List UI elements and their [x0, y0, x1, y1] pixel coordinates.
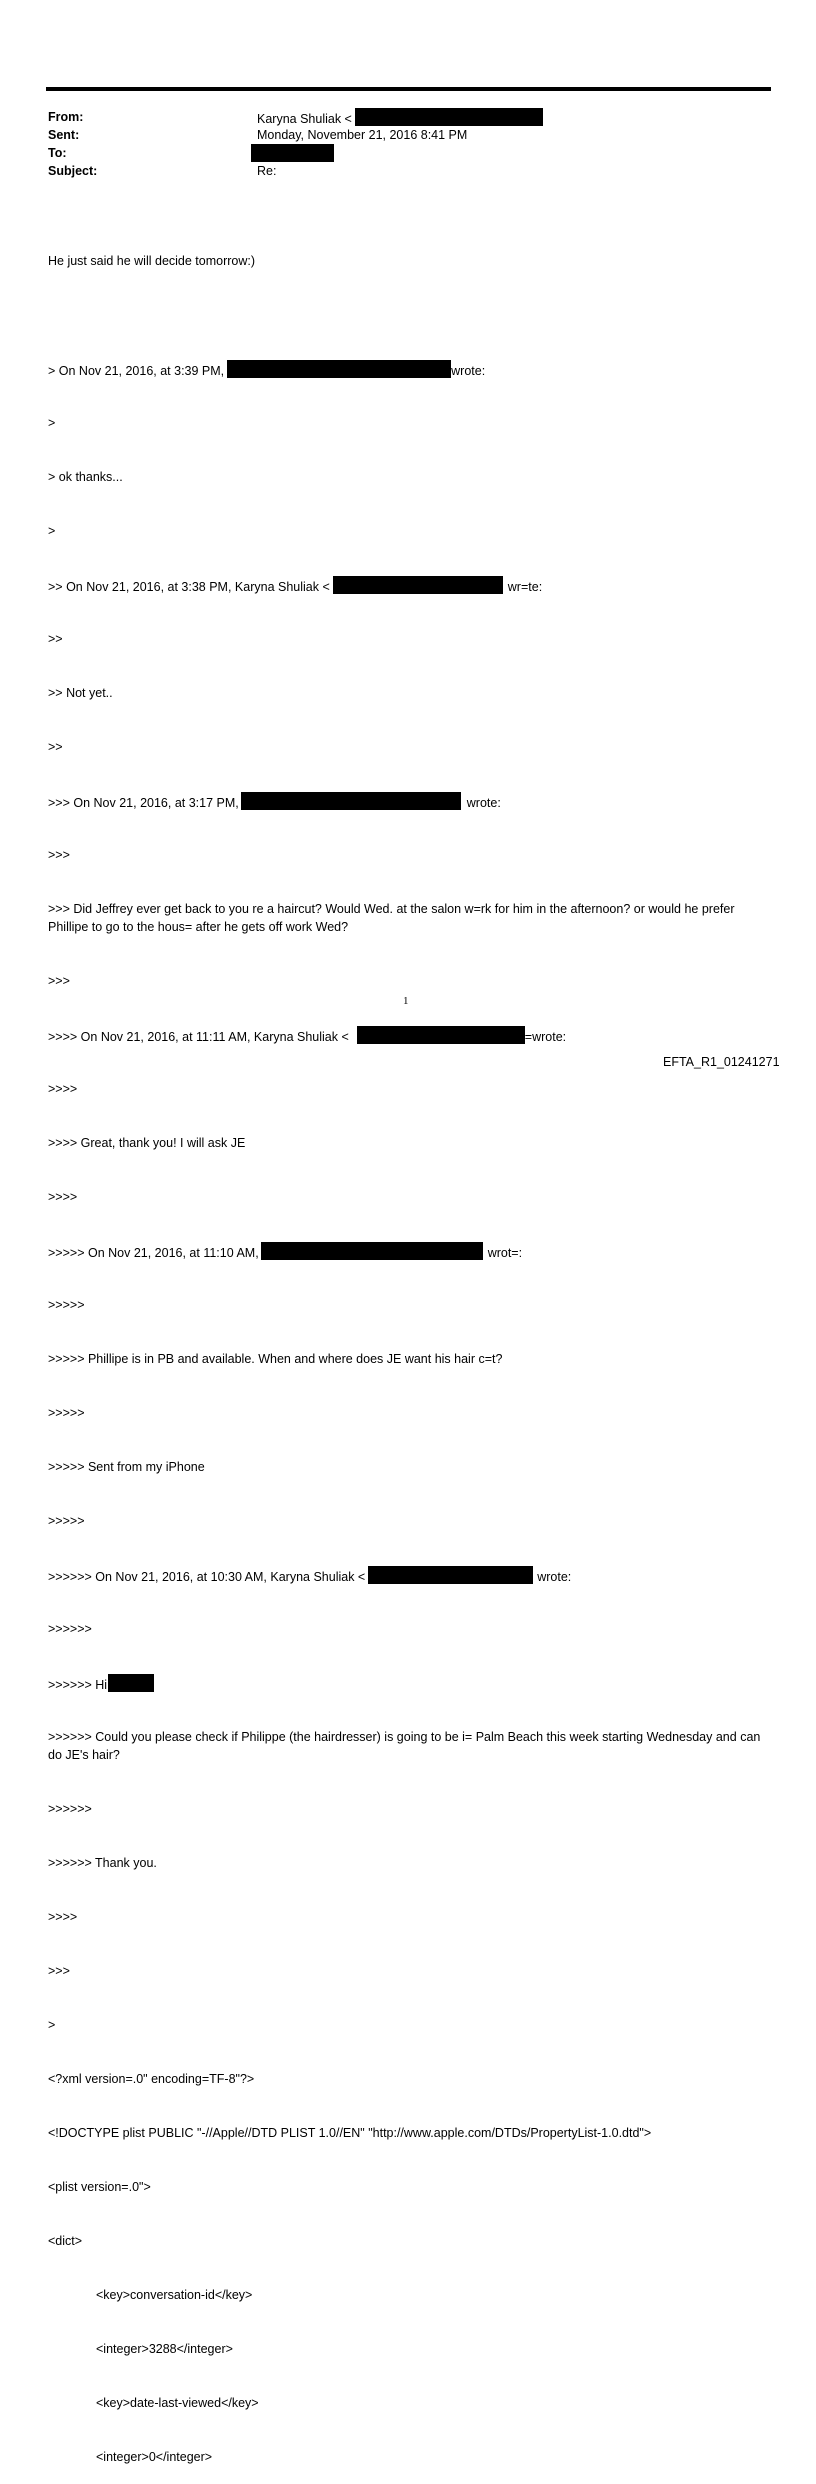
xml-line: <plist version=.0">: [48, 2180, 151, 2194]
from-value: [257, 108, 543, 128]
from-label: From:: [48, 110, 84, 124]
quote-header: [48, 576, 768, 594]
body-line: >>>>> Phillipe is in PB and available. When and where does JE want his hair c=t?: [48, 1352, 503, 1366]
redaction-box: [357, 1026, 525, 1044]
body-line: >> Not yet..: [48, 686, 113, 700]
quote-header-wrote: wrote:: [451, 364, 486, 378]
body-line: >>>>> Sent from my iPhone: [48, 1460, 205, 1474]
xml-line: <integer>0</integer>: [96, 2450, 213, 2464]
body-line: >>: [48, 632, 63, 646]
body-line: > ok thanks...: [48, 470, 123, 484]
redaction-box: [355, 108, 543, 126]
header-rule: [46, 87, 771, 91]
sent-value: Monday, November 21, 2016 8:41 PM: [257, 128, 468, 142]
to-redaction-box: [251, 144, 334, 162]
body-line: >>>>>>: [48, 1622, 92, 1636]
quote-header: [48, 1026, 768, 1044]
xml-line: <!DOCTYPE plist PUBLIC "-//Apple//DTD PLIST 1.0//EN" "http://www.apple.com/DTDs/PropertyList-1.0.dtd">: [48, 2126, 652, 2140]
body-line: >>>>>: [48, 1514, 85, 1528]
quote-header-text: > On Nov 21, 2016, at 3:39 PM,: [48, 364, 225, 378]
from-name: Karyna Shuliak <: [257, 112, 352, 126]
quote-header-text: >>> On Nov 21, 2016, at 3:17 PM,: [48, 796, 239, 810]
body-paragraph: >>>>>> Could you please check if Philippe (the hairdresser) is going to be i= Palm Beach this week starting Wednesday and can do JE's hair?: [48, 1730, 761, 1762]
quote-header: [48, 360, 768, 378]
xml-line: <?xml version=.0" encoding=TF-8"?>: [48, 2072, 255, 2086]
xml-line: <integer>3288</integer>: [96, 2342, 233, 2356]
quote-header-wrote: wrot=:: [487, 1246, 523, 1260]
body-line: >>>>: [48, 1910, 78, 1924]
body-line: >>>: [48, 848, 70, 862]
body-line: >>>>>>: [48, 1802, 92, 1816]
body-line: >>>: [48, 974, 70, 988]
body-line: He just said he will decide tomorrow:): [48, 254, 256, 268]
body-line: >>>: [48, 1964, 70, 1978]
page-number: 1: [403, 995, 409, 1007]
greeting-line: [48, 1674, 768, 1692]
redaction-box: [261, 1242, 483, 1260]
body-line: >>>>: [48, 1082, 78, 1096]
xml-line: <key>date-last-viewed</key>: [96, 2396, 259, 2410]
body-line: >>>>>: [48, 1406, 85, 1420]
quote-header-text: >> On Nov 21, 2016, at 3:38 PM, Karyna Shuliak <: [48, 580, 330, 594]
redaction-box: [227, 360, 451, 378]
quote-header: [48, 1566, 768, 1584]
quote-header-text: >>>>> On Nov 21, 2016, at 11:10 AM,: [48, 1246, 259, 1260]
quote-header-wrote: wrote:: [537, 1570, 572, 1584]
redaction-box: [108, 1674, 154, 1692]
body-line: >>>>>> Thank you.: [48, 1856, 157, 1870]
body-line: >: [48, 524, 56, 538]
redaction-box: [368, 1566, 533, 1584]
body-line: >: [48, 2018, 56, 2032]
body-line: >>>>>: [48, 1298, 85, 1312]
sent-label: Sent:: [48, 128, 80, 142]
xml-line: <key>conversation-id</key>: [96, 2288, 253, 2302]
body-paragraph: >>> Did Jeffrey ever get back to you re a haircut? Would Wed. at the salon w=rk for him in the afternoon? or would he prefer Phillipe to go to the hous= after he gets off work Wed?: [48, 902, 735, 934]
xml-line: <dict>: [48, 2234, 83, 2248]
quote-header: [48, 792, 768, 810]
body-line: >>>> Great, thank you! I will ask JE: [48, 1136, 246, 1150]
greeting-text: >>>>>> Hi: [48, 1678, 108, 1692]
quote-header-wrote: =wrote:: [524, 1030, 567, 1044]
body-line: [48, 306, 768, 324]
subject-label: Subject:: [48, 164, 98, 178]
quote-header-text: >>>>>> On Nov 21, 2016, at 10:30 AM, Karyna Shuliak <: [48, 1570, 366, 1584]
email-body: [48, 216, 768, 2484]
body-line: >>: [48, 740, 63, 754]
redaction-box: [241, 792, 461, 810]
body-line: >>>>: [48, 1190, 78, 1204]
document-id: EFTA_R1_01241271: [663, 1055, 780, 1069]
to-label: To:: [48, 146, 67, 160]
subject-value: Re:: [257, 164, 277, 178]
quote-header-wrote: wr=te:: [507, 580, 543, 594]
redaction-box: [333, 576, 503, 594]
quote-header-text: >>>> On Nov 21, 2016, at 11:11 AM, Karyna Shuliak <: [48, 1030, 349, 1044]
body-line: >: [48, 416, 56, 430]
quote-header-wrote: wrote:: [466, 796, 501, 810]
quote-header: [48, 1242, 768, 1260]
